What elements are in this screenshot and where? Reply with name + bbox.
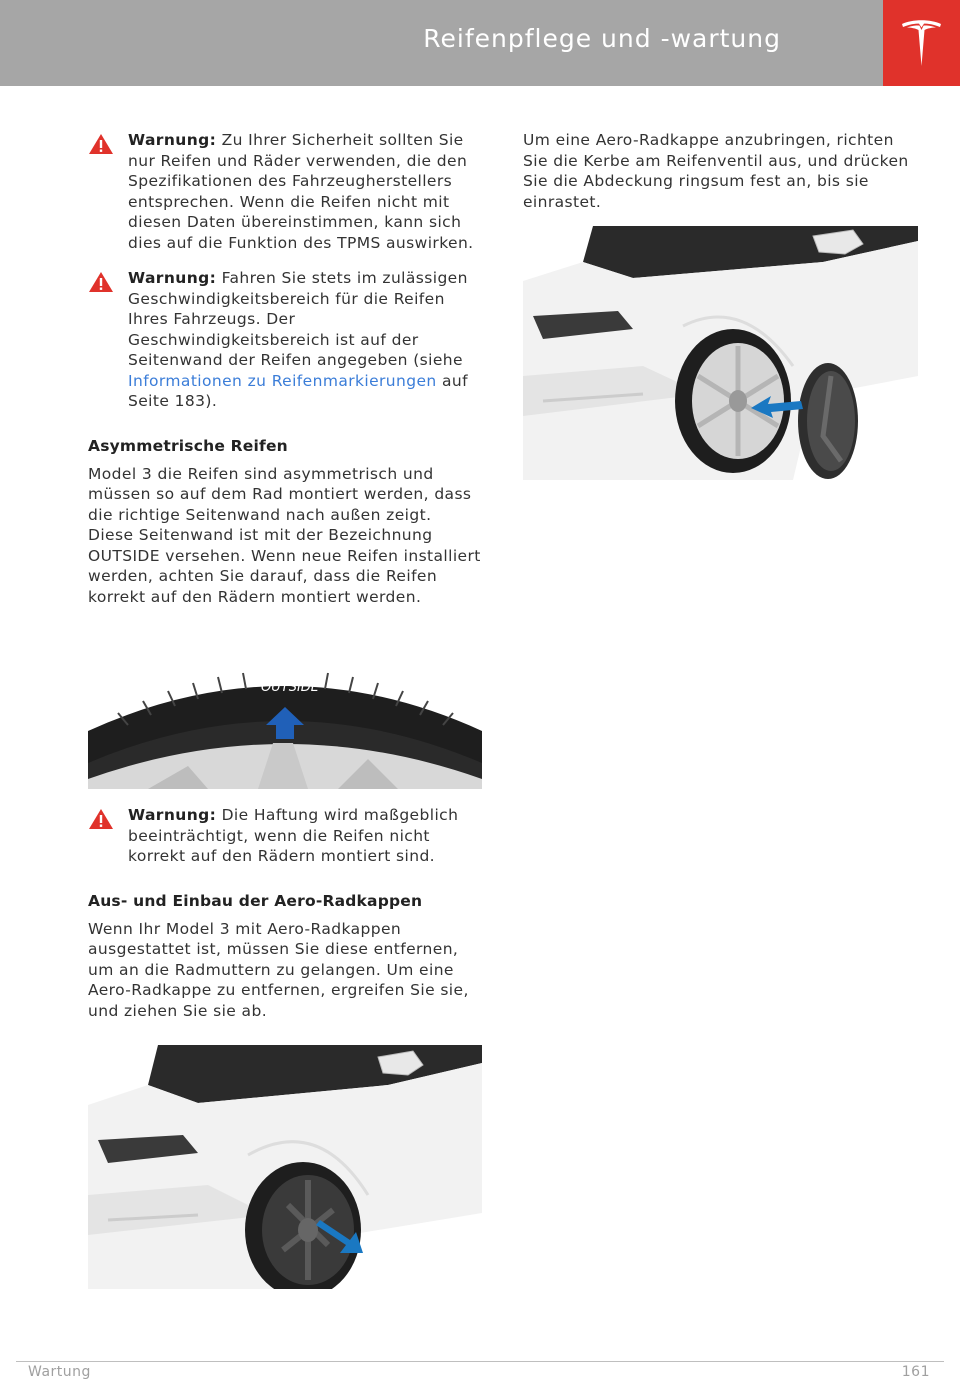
warning-label: Warnung: (128, 269, 217, 287)
car-removal-illustration (88, 1045, 482, 1289)
right-column (523, 130, 918, 480)
aero-cap-install-illustration (523, 226, 918, 480)
warning-tires-spec (88, 130, 482, 253)
page-title: Reifenpflege und -wartung (423, 24, 781, 53)
tire-markings-link[interactable]: Informationen zu Reifenmarkierungen (128, 371, 437, 390)
tire-outside-label: OUTSIDE (261, 680, 319, 695)
asymmetric-tires-paragraph: Model 3 die Reifen sind asymmetrisch und müssen so auf dem Rad montiert werden, dass die richtige Seitenwand nach außen zeigt. Diese Seitenwand ist mit der Bezeichnung OUTSIDE versehen. Wenn neue Reifen installiert werden, achten Sie darauf, dass die Reifen korrekt auf den Rädern montiert werden. (88, 464, 481, 606)
warning-label: Warnung: (128, 131, 217, 149)
heading-aero-caps: Aus- und Einbau der Aero-Radkappen (88, 891, 423, 910)
footer-divider (16, 1361, 944, 1362)
tire-illustration (88, 651, 482, 789)
footer-section: Wartung (28, 1364, 91, 1380)
warning-triangle-icon (88, 133, 114, 155)
warning-triangle-icon (88, 808, 114, 830)
tire-outside-illustration (88, 651, 482, 789)
aero-cap-removal-illustration (88, 1045, 482, 1289)
heading-asymmetric-tires: Asymmetrische Reifen (88, 436, 288, 455)
warning-text: auf Seite 183). (128, 371, 468, 410)
left-column (88, 130, 482, 1289)
car-install-illustration (523, 226, 918, 480)
warning-label: Warnung: (128, 806, 217, 824)
warning-text: Fahren Sie stets im zulässigen Geschwindigkeitsbereich für die Reifen Ihres Fahrzeugs. Der Geschwindigkeitsbereich ist auf der Seitenwand der Reifen angegeben (siehe (128, 269, 468, 369)
logo-box (883, 0, 960, 86)
warning-text: Zu Ihrer Sicherheit sollten Sie nur Reifen und Räder verwenden, die den Spezifikationen des Fahrzeugherstellers entsprechen. Wenn die Reifen nicht mit diesen Daten übereinstimmen, kann sich dies auf die Funktion des TPMS auswirken. (128, 131, 474, 252)
warning-speed-range (88, 268, 482, 412)
header-bar (0, 0, 883, 86)
aero-caps-paragraph: Wenn Ihr Model 3 mit Aero-Radkappen ausgestattet ist, müssen Sie diese entfernen, um an die Radmuttern zu gelangen. Um eine Aero-Radkappe zu entfernen, ergreifen Sie sie, und ziehen Sie sie ab. (88, 919, 469, 1020)
footer-page-number: 161 (901, 1364, 930, 1380)
aero-cap-install-paragraph: Um eine Aero-Radkappe anzubringen, richten Sie die Kerbe am Reifenventil aus, und drücken Sie die Abdeckung ringsum fest an, bis sie einrastet. (523, 131, 909, 211)
warning-text: Die Haftung wird maßgeblich beeinträchtigt, wenn die Reifen nicht korrekt auf den Rädern montiert sind. (128, 806, 459, 865)
warning-triangle-icon (88, 271, 114, 293)
warning-grip (88, 805, 482, 867)
tesla-logo-icon (900, 18, 943, 68)
